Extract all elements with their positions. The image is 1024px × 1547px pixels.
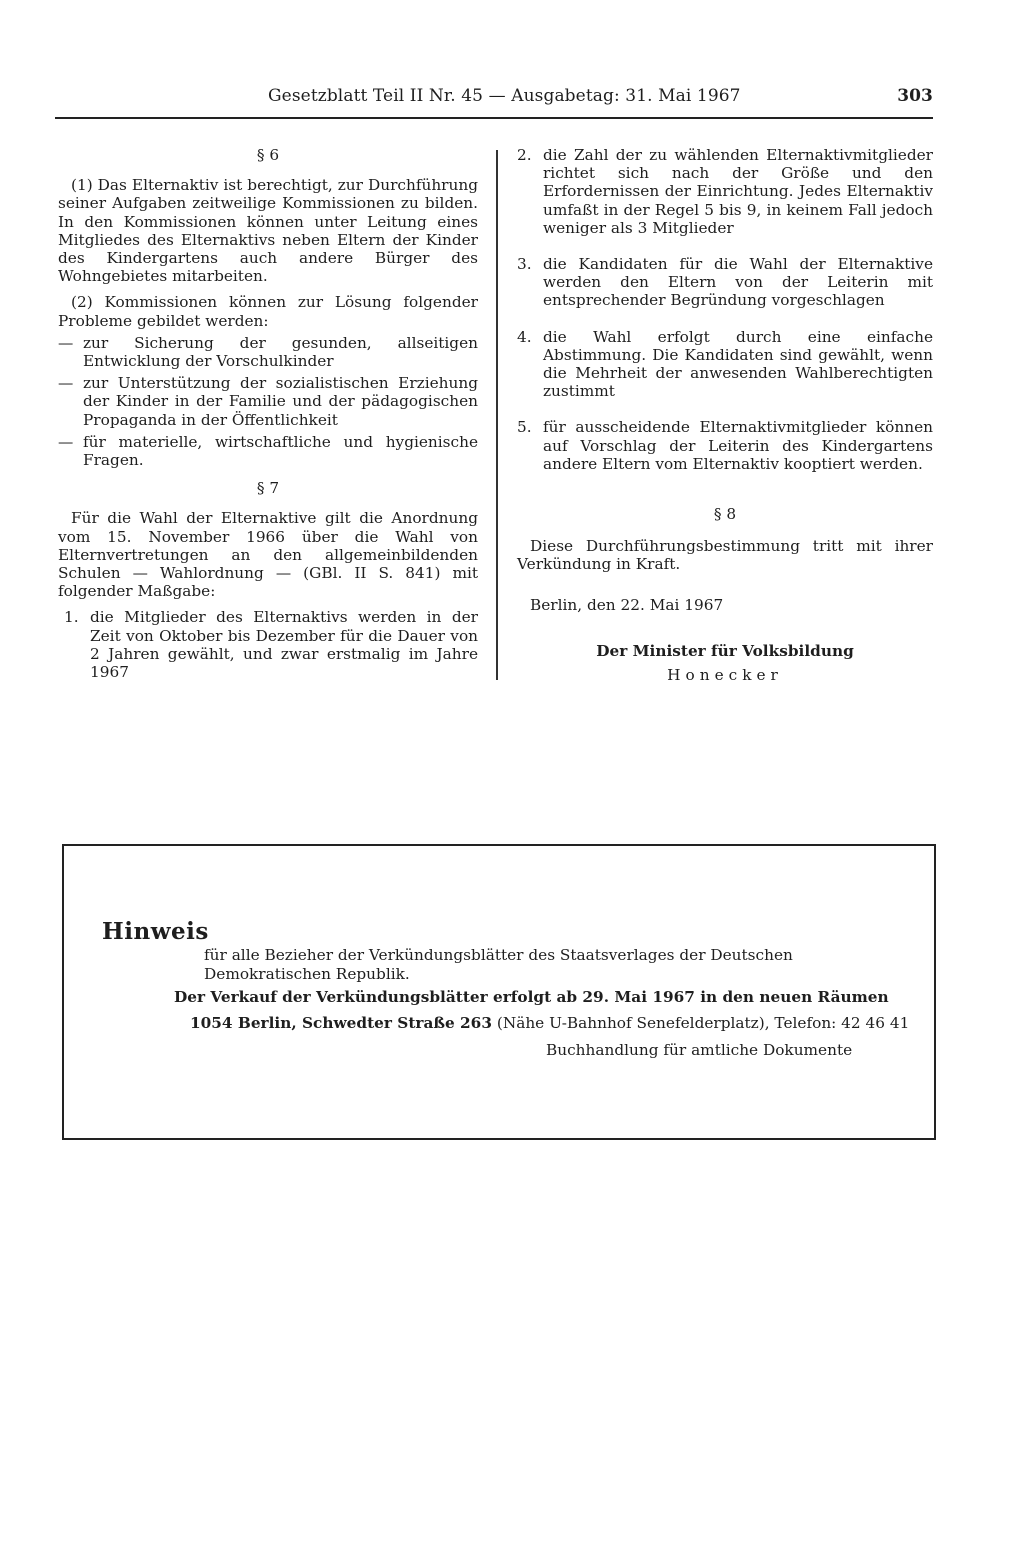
dash-marker: —	[58, 333, 74, 352]
right-column	[517, 146, 933, 684]
item-number: 1.	[64, 608, 79, 627]
header-title: Gesetzblatt Teil II Nr. 45 — Ausgabetag: 31. Mai 1967	[268, 86, 741, 106]
notice-address-line	[190, 1014, 909, 1033]
list-item-text: die Kandidaten für die Wahl der Elternaktive werden den Eltern von der Leiterin mit entsprechender Begründung vorgeschlagen	[543, 255, 933, 310]
list-item-text: die Mitglieder des Elternaktivs werden in der Zeit von Oktober bis Dezember für die Dauer von 2 Jahren gewählt, und zwar erstmalig im Jahre 1967	[90, 608, 478, 682]
section-6-heading: § 6	[256, 146, 280, 164]
list-item-text: für materielle, wirtschaftliche und hygienische Fragen.	[83, 432, 478, 470]
list-item-text: die Wahl erfolgt durch eine einfache Abstimmung. Die Kandidaten sind gewählt, wenn die Mehrheit der anwesenden Wahlberechtigten zustimmt	[543, 327, 933, 401]
list-item	[517, 146, 933, 237]
date-line: Berlin, den 22. Mai 1967	[530, 595, 724, 614]
section-8-paragraph-1: Diese Durchführungsbestimmung tritt mit ihrer Verkündung in Kraft.	[517, 537, 933, 574]
dash-marker: —	[58, 432, 74, 451]
list-item	[58, 374, 478, 429]
list-item	[517, 328, 933, 401]
signer-title: Der Minister für Volksbildung	[596, 641, 854, 660]
list-item-text: zur Sicherung der gesunden, allseitigen Entwicklung der Vorschulkinder	[83, 333, 478, 371]
signer-name: Honecker	[667, 666, 783, 685]
list-item	[58, 608, 478, 681]
item-number: 5.	[517, 418, 532, 437]
list-item	[517, 255, 933, 310]
item-number: 3.	[517, 255, 532, 274]
header-rule	[55, 117, 933, 119]
list-item	[58, 433, 478, 469]
section-6-paragraph-1: (1) Das Elternaktiv ist berechtigt, zur Durchführung seiner Aufgaben zeitweilige Kommissionen zu bilden. In den Kommissionen können unter Leitung eines Mitgliedes des Elternaktivs neben Eltern der Kinder des Kindergartens auch andere Bürger des Wohngebietes mitarbeiten.	[58, 176, 478, 286]
section-8-heading: § 8	[713, 505, 737, 524]
section-7-heading: § 7	[256, 479, 280, 498]
list-item	[517, 418, 933, 473]
notice-signature: Buchhandlung für amtliche Dokumente	[546, 1041, 853, 1059]
notice-address: 1054 Berlin, Schwedter Straße 263	[190, 1014, 492, 1032]
notice-address-details: (Nähe U-Bahnhof Senefelderplatz), Telefon: 42 46 41	[491, 1014, 910, 1032]
section-6-paragraph-2: (2) Kommissionen können zur Lösung folgender Probleme gebildet werden:	[58, 293, 478, 330]
list-item-text: für ausscheidende Elternaktivmitglieder können auf Vorschlag der Leiterin des Kindergartens andere Eltern vom Elternaktiv kooptiert werden.	[543, 418, 933, 473]
notice-sale-line: Der Verkauf der Verkündungsblätter erfolgt ab 29. Mai 1967 in den neuen Räumen	[174, 988, 889, 1006]
notice-box	[62, 844, 936, 1140]
page-number: 303	[897, 86, 933, 106]
column-separator	[496, 150, 498, 680]
list-item-text: die Zahl der zu wählenden Elternaktivmitglieder richtet sich nach der Größe und den Erfordernissen der Einrichtung. Jedes Elternaktiv umfaßt in der Regel 5 bis 9, in keinem Fall jedoch weniger als 3 Mitglieder	[543, 146, 933, 237]
notice-intro: für alle Bezieher der Verkündungsblätter des Staatsverlages der Deutschen Demokratischen Republik.	[204, 946, 793, 983]
dash-marker: —	[58, 374, 74, 393]
notice-heading: Hinweis	[102, 918, 209, 945]
item-number: 2.	[517, 146, 532, 164]
section-7-paragraph-1: Für die Wahl der Elternaktive gilt die Anordnung vom 15. November 1966 über die Wahl von Elternvertretungen an den allgemeinbildenden Schulen — Wahlordnung — (GBl. II S. 841) mit folgender Maßgabe:	[58, 509, 478, 601]
list-item	[58, 334, 478, 370]
left-column	[58, 146, 478, 681]
list-item-text: zur Unterstützung der sozialistischen Erziehung der Kinder in der Familie und der pädagogischen Propaganda in der Öffentlichkeit	[83, 374, 478, 429]
item-number: 4.	[517, 327, 532, 346]
